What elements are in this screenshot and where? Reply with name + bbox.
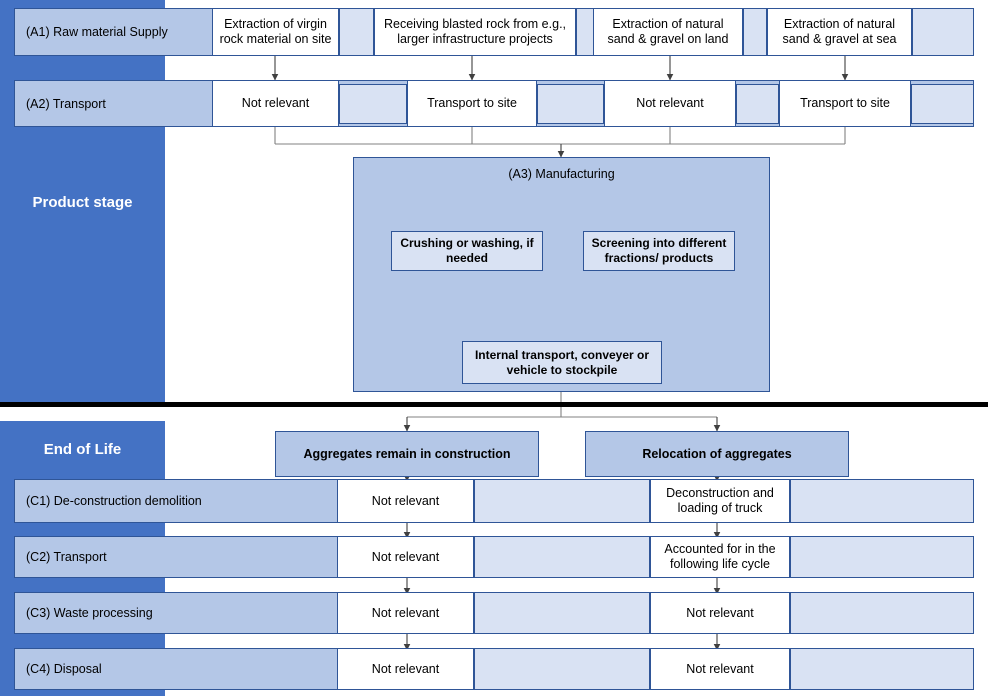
c1-spacer-1 (474, 479, 650, 523)
eol-header-2[interactable]: Relocation of aggregates (585, 431, 849, 477)
a1-box-1[interactable]: Extraction of virgin rock material on site (212, 8, 339, 56)
row-label-a1: (A1) Raw material Supply (26, 25, 168, 39)
c2-box-2[interactable]: Accounted for in the following life cycle (650, 536, 790, 578)
row-label-c2: (C2) Transport (26, 550, 107, 564)
eol-header-1[interactable]: Aggregates remain in construction (275, 431, 539, 477)
a1-spacer-4 (912, 8, 974, 56)
stage-label-end-of-life: End of Life (0, 421, 165, 478)
a2-box-2[interactable]: Transport to site (407, 80, 537, 127)
c1-spacer-2 (790, 479, 974, 523)
a2-box-3[interactable]: Not relevant (604, 80, 736, 127)
manufacturing-crushing-box[interactable]: Crushing or washing, if needed (391, 231, 543, 271)
a1-box-2[interactable]: Receiving blasted rock from e.g., larger infrastructure projects (374, 8, 576, 56)
a1-box-3[interactable]: Extraction of natural sand & gravel on land (593, 8, 743, 56)
section-divider (0, 402, 988, 407)
c3-box-1[interactable]: Not relevant (337, 592, 474, 634)
c4-spacer-1 (474, 648, 650, 690)
c3-spacer-2 (790, 592, 974, 634)
row-label-c1: (C1) De-construction demolition (26, 493, 202, 508)
a2-spacer-4 (911, 84, 974, 124)
a2-spacer-1 (339, 84, 407, 124)
a2-spacer-3 (736, 84, 779, 124)
row-label-c4: (C4) Disposal (26, 662, 102, 676)
c3-box-2[interactable]: Not relevant (650, 592, 790, 634)
c2-spacer-1 (474, 536, 650, 578)
a1-spacer-3 (743, 8, 767, 56)
c4-box-2[interactable]: Not relevant (650, 648, 790, 690)
manufacturing-screening-box[interactable]: Screening into different fractions/ products (583, 231, 735, 271)
a1-box-4[interactable]: Extraction of natural sand & gravel at sea (767, 8, 912, 56)
c4-spacer-2 (790, 648, 974, 690)
c3-spacer-1 (474, 592, 650, 634)
a2-box-4[interactable]: Transport to site (779, 80, 911, 127)
c2-spacer-2 (790, 536, 974, 578)
stage-label-product: Product stage (0, 0, 165, 405)
c1-box-1[interactable]: Not relevant (337, 479, 474, 523)
a2-box-1[interactable]: Not relevant (212, 80, 339, 127)
manufacturing-title: (A3) Manufacturing (508, 167, 615, 181)
c1-box-2[interactable]: Deconstruction and loading of truck (650, 479, 790, 523)
row-label-c3: (C3) Waste processing (26, 606, 153, 620)
row-label-a2: (A2) Transport (26, 96, 106, 111)
a1-spacer-1 (339, 8, 374, 56)
manufacturing-internal-transport-box[interactable]: Internal transport, conveyer or vehicle to stockpile (462, 341, 662, 384)
a2-spacer-2 (537, 84, 604, 124)
c2-box-1[interactable]: Not relevant (337, 536, 474, 578)
c4-box-1[interactable]: Not relevant (337, 648, 474, 690)
